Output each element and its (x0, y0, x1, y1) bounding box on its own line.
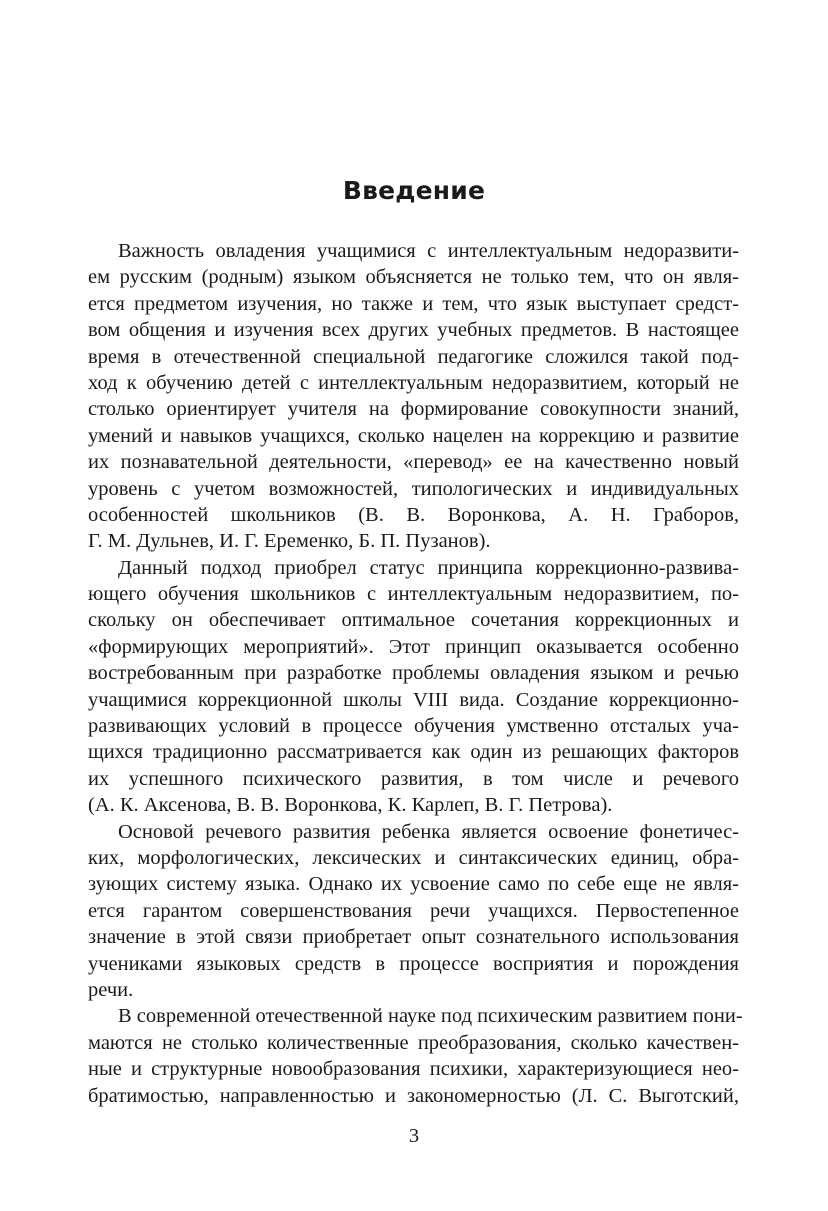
body-text (88, 238, 743, 1109)
text-line: столько ориентирует учителя на формирование совокупности знаний, (88, 398, 739, 421)
text-line: братимостью, направленностью и закономерностью (Л. С. Выготский, (88, 1084, 739, 1107)
text-line: речи. (88, 978, 134, 1001)
text-line: их успешного психического развития, в том числе и речевого (88, 767, 739, 790)
text-line: «формирующих мероприятий». Этот принцип оказывается особенно (88, 635, 739, 658)
text-line: развивающих условий в процессе обучения умственно отсталых уча- (88, 715, 739, 738)
text-line: Важность овладения учащимися с интеллектуальным недоразвити- (118, 240, 739, 262)
text-line: ход к обучению детей с интеллектуальным недоразвитием, который не (88, 371, 739, 394)
text-line: значение в этой связи приобретает опыт сознательного использования (88, 926, 739, 949)
text-line: ких, морфологических, лексических и синтаксических единиц, обра- (88, 846, 739, 869)
text-line: Г. М. Дульнев, И. Г. Еременко, Б. П. Пузанов). (88, 530, 491, 553)
text-line: уровень с учетом возможностей, типологических и индивидуальных (88, 477, 739, 500)
text-line: зующих систему языка. Однако их усвоение само по себе еще не явля- (88, 873, 739, 896)
text-line: особенностей школьников (В. В. Воронкова, А. Н. Граборов, (88, 503, 739, 526)
text-line: ем русским (родным) языком объясняется не только тем, что он явля- (88, 266, 739, 289)
text-line: Основой речевого развития ребенка является освоение фонетичес- (118, 820, 739, 843)
text-line: учащимися коррекционной школы VIII вида. Создание коррекционно- (88, 688, 739, 711)
text-line: ется предметом изучения, но также и тем, что язык выступает средст- (88, 292, 739, 315)
text-line: ется гарантом совершенствования речи учащихся. Первостепенное (88, 899, 739, 922)
text-line: В современной отечественной науке под психическим развитием пони- (118, 1005, 743, 1028)
text-line: скольку он обеспечивает оптимальное сочетания коррекционных и (88, 609, 739, 632)
text-line: умений и навыков учащихся, сколько нацелен на коррекцию и развитие (88, 424, 739, 447)
text-line: востребованным при разработке проблемы овладения языком и речью (88, 662, 739, 685)
page-title: Введение (342, 176, 486, 205)
text-line: ные и структурные новообразования психики, характеризующиеся нео- (88, 1058, 739, 1081)
page-number: 3 (408, 1125, 420, 1147)
text-line: ющего обучения школьников с интеллектуальным недоразвитием, по- (88, 583, 739, 606)
text-line: маются не столько количественные преобразования, сколько качествен- (88, 1031, 739, 1054)
text-line: Данный подход приобрел статус принципа коррекционно-развива- (118, 556, 739, 579)
text-line: (А. К. Аксенова, В. В. Воронкова, К. Карлеп, В. Г. Петрова). (88, 794, 613, 817)
text-line: учениками языковых средств в процессе восприятия и порождения (88, 952, 739, 975)
text-line: щихся традиционно рассматривается как один из решающих факторов (88, 741, 739, 764)
text-line: время в отечественной специальной педагогике сложился такой под- (88, 345, 739, 368)
text-line: вом общения и изучения всех других учебных предметов. В настоящее (88, 319, 739, 342)
text-line: их познавательной деятельности, «перевод» ее на качественно новый (88, 451, 739, 474)
